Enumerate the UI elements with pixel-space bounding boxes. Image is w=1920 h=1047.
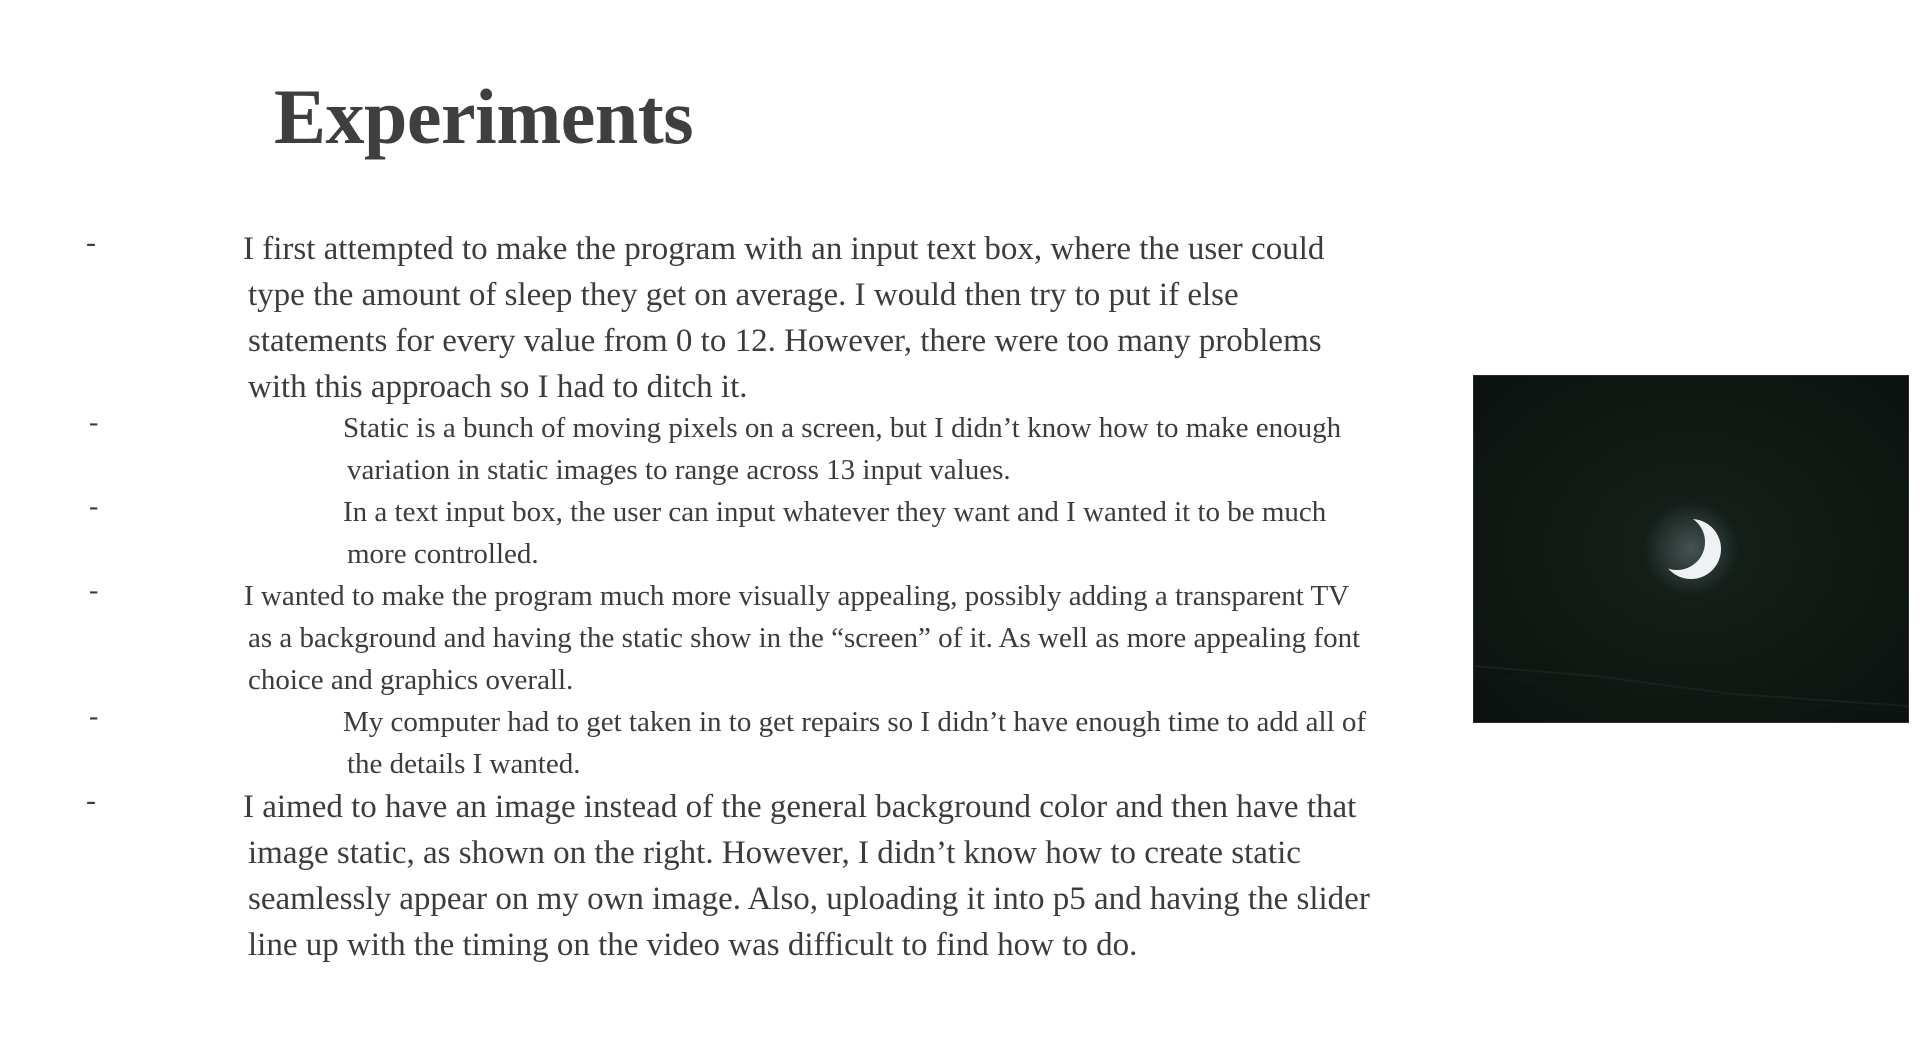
bullet-line: My computer had to get taken in to get repairs so I didn’t have enough time to add all of	[343, 706, 1367, 738]
bullet-marker: -	[86, 784, 96, 817]
bullet-line: Static is a bunch of moving pixels on a screen, but I didn’t know how to make enough	[343, 412, 1342, 444]
bullet-line: image static, as shown on the right. However, I didn’t know how to create static	[248, 835, 1301, 871]
bullet-text	[343, 701, 1443, 785]
bullet-line: I aimed to have an image instead of the general background color and then have that	[243, 789, 1357, 825]
bullet-text	[343, 407, 1443, 491]
bullet-line: I first attempted to make the program with an input text box, where the user could	[243, 231, 1325, 267]
bullet-marker: -	[89, 407, 99, 438]
bullet-line: choice and graphics overall.	[248, 664, 574, 696]
bullet-line: more controlled.	[347, 538, 539, 570]
bullet-marker: -	[89, 491, 99, 522]
bullet-line: statements for every value from 0 to 12. However, there were too many problems	[248, 323, 1322, 359]
bullet-text	[243, 784, 1433, 968]
bullet-marker: -	[89, 701, 99, 732]
bullet-line: the details I wanted.	[347, 748, 581, 780]
bullet-marker: -	[89, 575, 99, 606]
bullet-marker: -	[86, 226, 96, 259]
bullet-line: line up with the timing on the video was difficult to find how to do.	[248, 927, 1138, 963]
bullet-text	[343, 491, 1443, 575]
bullet-text	[244, 575, 1434, 701]
night-sky-moon-icon	[1474, 376, 1908, 722]
bullet-line: type the amount of sleep they get on average. I would then try to put if else	[248, 277, 1239, 313]
bullet-line: as a background and having the static show in the “screen” of it. As well as more appealing font	[248, 622, 1361, 654]
crescent-moon-image	[1473, 375, 1909, 723]
bullet-text	[243, 226, 1433, 410]
bullet-line: variation in static images to range across 13 input values.	[347, 454, 1011, 486]
bullet-line: with this approach so I had to ditch it.	[248, 369, 748, 405]
bullet-line: I wanted to make the program much more visually appealing, possibly adding a transparent TV	[244, 580, 1350, 612]
slide-title: Experiments	[274, 73, 694, 160]
bullet-line: seamlessly appear on my own image. Also, uploading it into p5 and having the slider	[248, 881, 1370, 917]
bullet-line: In a text input box, the user can input whatever they want and I wanted it to be much	[343, 496, 1327, 528]
